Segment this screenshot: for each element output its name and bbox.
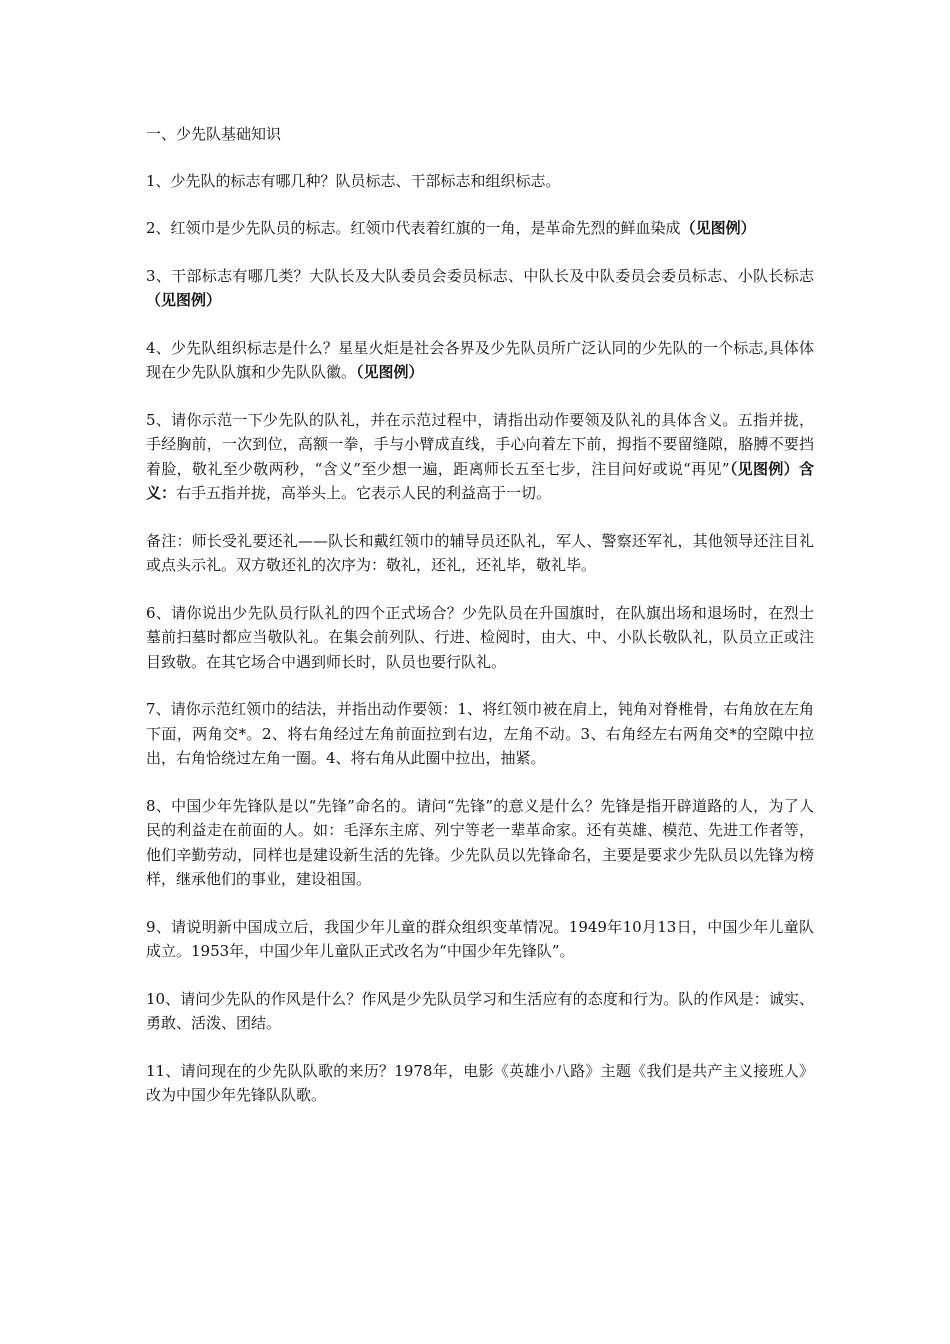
paragraph-8 (146, 794, 814, 892)
paragraph-2-bold: （见图例） (680, 219, 756, 237)
paragraph-8-text: 8、中国少年先锋队是以“先锋”命名的。请问“先锋”的意义是什么？先锋是指开辟道路的人，为了人民的利益走在前面的人。如：毛泽东主席、列宁等老一辈革命家。还有英雄、模范、先进工作者等，他们辛勤劳动，同样也是建设新生活的先锋。少先队员以先锋命名，主要是要求少先队员以先锋为榜样，继承他们的事业，建设祖国。 (146, 796, 814, 888)
paragraph-9-text: 9、请说明新中国成立后，我国少年儿童的群众组织变革情况。1949年10月13日，中国少年儿童队成立。1953年，中国少年儿童队正式改名为“中国少年先锋队”。 (146, 917, 814, 960)
paragraph-11-text: 11、请问现在的少先队队歌的来历？1978年，电影《英雄小八路》主题《我们是共产主义接班人》改为中国少年先锋队队歌。 (146, 1061, 814, 1104)
paragraph-4 (146, 336, 814, 385)
paragraph-4-text: 4、少先队组织标志是什么？星星火炬是社会各界及少先队员所广泛认同的少先队的一个标志,具体体现在少先队队旗和少先队队徽。 (146, 338, 814, 381)
paragraph-6 (146, 601, 814, 675)
paragraph-6-text: 6、请你说出少先队员行队礼的四个正式场合？少先队员在升国旗时，在队旗出场和退场时，在烈士墓前扫墓时都应当敬队礼。在集会前列队、行进、检阅时，由大、中、小队长敬队礼，队员立正或注目致敬。在其它场合中遇到师长时，队员也要行队礼。 (146, 603, 814, 671)
section-title: 一、少先队基础知识 (146, 125, 282, 143)
paragraph-2 (146, 216, 814, 241)
paragraph-9 (146, 915, 814, 964)
paragraph-note (146, 529, 814, 578)
paragraph-5-text-b: 右手五指并拢，高举头上。它表示人民的利益高于一切。 (176, 484, 552, 502)
paragraph-1 (146, 169, 814, 194)
document-page (146, 122, 814, 1131)
paragraph-5-text-a: 5、请你示范一下少先队的队礼，并在示范过程中，请指出动作要领及队礼的具体含义。五指并拢，手经胸前，一次到位，高额一拳，手与小臂成直线，手心向着左下前，拇指不要留缝隙，胳膊不要挡着脸，敬礼至少敬两秒，“含义”至少想一遍，距离师长五至七步，注目问好或说“再见” (146, 410, 814, 478)
paragraph-10-text: 10、请问少先队的作风是什么？作风是少先队员学习和生活应有的态度和行为。队的作风是：诚实、勇敢、活泼、团结。 (146, 989, 814, 1032)
paragraph-2-text: 2、红领巾是少先队员的标志。红领巾代表着红旗的一角，是革命先烈的鲜血染成 (146, 219, 681, 237)
paragraph-1-text: 1、少先队的标志有哪几种？队员标志、干部标志和组织标志。 (146, 171, 561, 190)
paragraph-note-text: 备注：师长受礼要还礼——队长和戴红领巾的辅导员还队礼，军人、警察还军礼，其他领导还注目礼或点头示礼。双方敬还礼的次序为：敬礼，还礼，还礼毕，敬礼毕。 (146, 531, 814, 574)
paragraph-10 (146, 987, 814, 1036)
paragraph-3 (146, 264, 814, 313)
paragraph-5-bold: （见图例）含义： (146, 459, 814, 502)
paragraph-3-text: 3、干部标志有哪几类？大队长及大队委员会委员标志、中队长及中队委员会委员标志、小队长标志 (146, 266, 814, 285)
paragraph-11 (146, 1059, 814, 1108)
paragraph-3-bold: （见图例） (146, 291, 222, 309)
paragraph-4-bold: （见图例） (356, 363, 424, 381)
paragraph-5 (146, 408, 814, 506)
paragraph-7 (146, 697, 814, 771)
paragraph-7-text: 7、请你示范红领巾的结法，并指出动作要领：1、将红领巾被在肩上，钝角对脊椎骨，右角放在左角下面，两角交*。2、将右角经过左角前面拉到右边，左角不动。3、右角经左右两角交*的空隙中拉出，右角恰绕过左角一圈。4、将右角从此圈中拉出，抽紧。 (146, 700, 814, 767)
